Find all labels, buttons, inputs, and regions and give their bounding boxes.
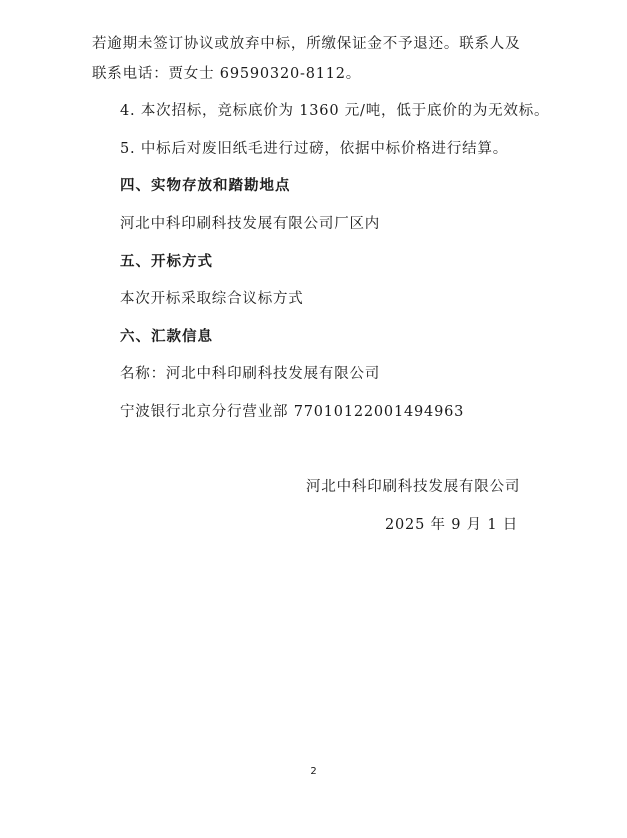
page-number: 2 [310, 766, 317, 777]
section-5-text: 本次开标采取综合议标方式 [120, 291, 304, 307]
section-6-heading: 六、汇款信息 [120, 329, 213, 345]
section-4-text: 河北中科印刷科技发展有限公司厂区内 [120, 216, 381, 232]
item-4-base-price: 4. 本次招标，竞标底价为 1360 元/吨，低于底价的为无效标。 [120, 103, 550, 119]
contact-line: 联系电话：贾女士 69590320-8112。 [92, 66, 362, 82]
signature-date: 2025 年 9 月 1 日 [385, 517, 519, 533]
section-4-heading: 四、实物存放和踏勘地点 [120, 178, 291, 194]
section-5-heading: 五、开标方式 [120, 254, 213, 270]
paragraph-line: 若逾期未签订协议或放弃中标，所缴保证金不予退还。联系人及 [92, 36, 521, 52]
signature-company: 河北中科印刷科技发展有限公司 [306, 479, 521, 495]
bank-account: 宁波银行北京分行营业部 77010122001494963 [120, 404, 465, 420]
payee-name: 名称：河北中科印刷科技发展有限公司 [120, 366, 381, 382]
item-5-settlement: 5. 中标后对废旧纸毛进行过磅，依据中标价格进行结算。 [120, 141, 509, 157]
